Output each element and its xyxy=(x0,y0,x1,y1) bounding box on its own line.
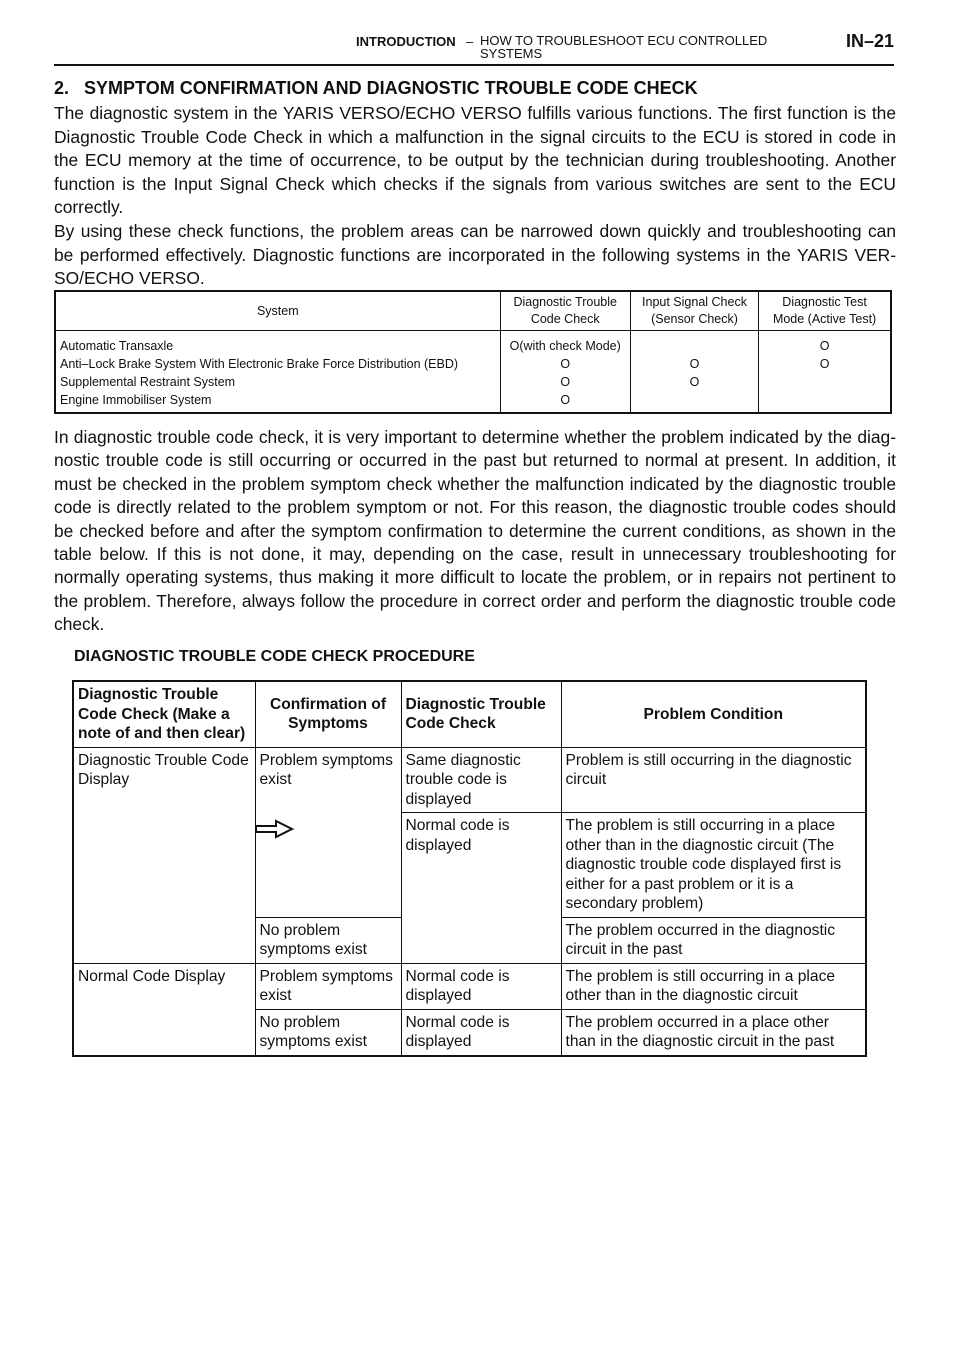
intro-paragraph-1: The diagnostic system in the YARIS VERSO/ECHO VERSO fulfills various functions. The first function is the Diagnostic Trouble Code Check in which a malfunction in the signal circuits to the ECU is stored in code in the ECU memory at the time of occurrence, to be output by the technician during troubleshooting. Another function is the Input Signal Check which checks if the signals from various switches are sent to the ECU correctly. xyxy=(54,103,896,218)
dtc-mark: O(with check Mode) xyxy=(500,331,630,356)
dtc-mark: O xyxy=(500,355,630,373)
col-dtc-check: Diagnostic Trouble Code Check xyxy=(401,681,561,747)
section-title: 2. SYMPTOM CONFIRMATION AND DIAGNOSTIC TROUBLE CODE CHECK xyxy=(54,78,698,98)
col-diagnostic-test-mode: Diagnostic Test Mode (Active Test) xyxy=(759,291,891,331)
col-dtc-make-note: Diagnostic Trouble Code Check (Make a note of and then clear) xyxy=(73,681,255,747)
dtc-check-result: Same diagnostic trouble code is displayed xyxy=(401,747,561,813)
system-name: Automatic Transaxle xyxy=(55,331,500,356)
dt-mark: O xyxy=(759,331,891,356)
problem-condition: The problem occurred in a place other than in the diagnostic circuit in the past xyxy=(561,1009,866,1056)
dtc-mark: O xyxy=(500,373,630,391)
header-rule xyxy=(54,64,894,66)
page-number: IN–21 xyxy=(846,31,895,51)
isc-mark: O xyxy=(630,373,758,391)
isc-mark xyxy=(630,331,758,356)
system-name: Anti–Lock Brake System With Electronic Brake Force Distribution (EBD) xyxy=(55,355,500,373)
symptom-result: No problem symptoms exist xyxy=(255,1009,401,1056)
dtc-result: Normal Code Display xyxy=(73,963,255,1009)
table-row xyxy=(55,355,891,373)
table-row xyxy=(73,813,866,918)
system-name: Engine Immobiliser System xyxy=(55,391,500,413)
col-input-signal-check: Input Signal Check (Sensor Check) xyxy=(630,291,758,331)
col-system: System xyxy=(55,291,500,331)
col-dtc-check: Diagnostic Trouble Code Check xyxy=(500,291,630,331)
system-table-header xyxy=(55,291,891,331)
symptom-result: Problem symptoms exist xyxy=(255,747,401,813)
symptom-result: No problem symptoms exist xyxy=(255,917,401,963)
problem-condition: The problem occurred in the diagnostic circuit in the past xyxy=(561,917,866,963)
table-row xyxy=(73,1009,866,1056)
symptom-result: Problem symptoms exist xyxy=(255,963,401,1009)
table-row xyxy=(55,391,891,413)
col-problem-condition: Problem Condition xyxy=(561,681,866,747)
header-section: INTRODUCTION xyxy=(356,34,456,49)
table-row xyxy=(55,331,891,356)
isc-mark xyxy=(630,391,758,413)
problem-condition: Problem is still occurring in the diagnostic circuit xyxy=(561,747,866,813)
table-row xyxy=(73,747,866,813)
col-confirmation: Confirmation of Symptoms xyxy=(255,681,401,747)
dtc-check-result: Normal code is displayed xyxy=(401,963,561,1009)
body-text xyxy=(54,426,896,637)
procedure-table xyxy=(72,680,867,1057)
table-row xyxy=(55,373,891,391)
header-title: HOW TO TROUBLESHOOT ECU CONTROLLED SYSTEMS xyxy=(480,33,768,61)
dtc-result: Diagnostic Trouble Code Display xyxy=(73,747,255,813)
intro-paragraph-2: By using these check functions, the problem areas can be narrowed down quickly and troubleshooting can be performed effectively. Diagnostic functions are incorporated in the following systems in the YARIS VER-SO/ECHO VERSO. xyxy=(54,220,896,289)
dt-mark xyxy=(759,391,891,413)
problem-condition: The problem is still occurring in a place other than in the diagnostic circuit xyxy=(561,963,866,1009)
dtc-check-result: Normal code is displayed xyxy=(401,1009,561,1056)
procedure-header xyxy=(73,681,866,747)
dt-mark: O xyxy=(759,355,891,373)
dtc-check-result xyxy=(401,917,561,963)
dtc-result xyxy=(73,813,255,918)
dtc-result xyxy=(73,1009,255,1056)
table-row xyxy=(73,963,866,1009)
header-dash: – xyxy=(466,34,474,49)
procedure-title: DIAGNOSTIC TROUBLE CODE CHECK PROCEDURE xyxy=(74,648,475,665)
dtc-check-result: Normal code is displayed xyxy=(401,813,561,918)
system-name: Supplemental Restraint System xyxy=(55,373,500,391)
dtc-mark: O xyxy=(500,391,630,413)
intro-text xyxy=(54,102,896,291)
table-row xyxy=(73,917,866,963)
system-table xyxy=(54,290,892,414)
dt-mark xyxy=(759,373,891,391)
isc-mark: O xyxy=(630,355,758,373)
problem-condition: The problem is still occurring in a place other than in the diagnostic circuit (The diagnostic trouble code displayed first is either for a past problem or it is a secondary problem) xyxy=(561,813,866,918)
dtc-result xyxy=(73,917,255,963)
body-paragraph: In diagnostic trouble code check, it is very important to determine whether the problem indicated by the diag-nostic trouble code is still occurring or occurred in the past but returned to normal at present. In addition, it must be checked in the problem symptom check whether the malfunction indicated by the diagnostic trouble code is directly related to the problem symptom or not. For this reason, the diagnostic trouble codes should be checked before and after the symptom confirmation to determine the current conditions, as shown in the table below. If this is not done, it may, depending on the case, result in unnecessary troubleshooting for normally operating systems, thus making it more difficult to locate the problem, or in repairs not pertinent to the problem. Therefore, always follow the procedure in correct order and perform the diagnostic trouble code check. xyxy=(54,427,896,635)
